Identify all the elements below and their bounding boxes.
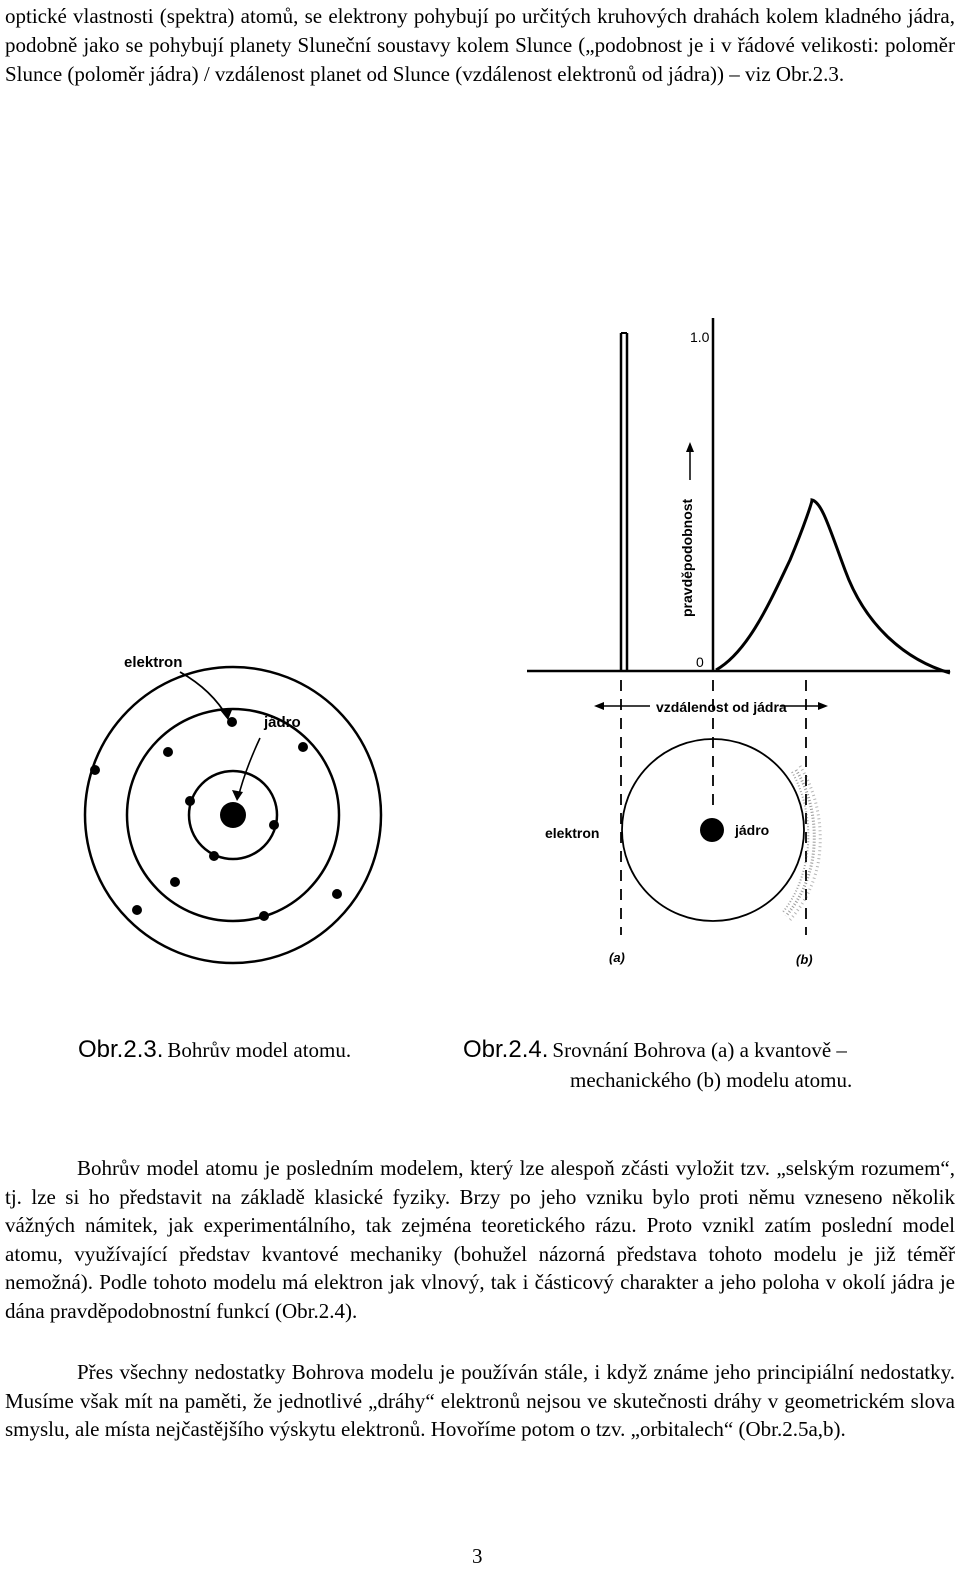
atom-circle bbox=[622, 739, 804, 921]
inner-orbit bbox=[189, 771, 277, 859]
nucleus-label: jádro bbox=[735, 822, 770, 838]
electron-dot bbox=[185, 796, 195, 806]
electron-dot bbox=[298, 742, 308, 752]
paragraph-text: Přes všechny nedostatky Bohrova modelu je používán stále, i když známe jeho principiální nedostatky. Musíme však mít na paměti, že jednotlivé „dráhy“ elektronů nejsou ve skutečnosti dráhy v geometrickém slova smyslu, ale místa nejčastějšího výskytu elektronů. Hovoříme potom o tzv. „orbitalech“ (Obr.2.5a,b). bbox=[5, 1360, 955, 1442]
arrow-head bbox=[594, 702, 604, 710]
arrow-head bbox=[232, 790, 243, 801]
nucleus bbox=[700, 818, 724, 842]
probability-curve bbox=[716, 500, 950, 673]
body-paragraph bbox=[5, 1358, 955, 1444]
electrons bbox=[90, 717, 342, 921]
electron-dot bbox=[227, 717, 237, 727]
intro-paragraph: optické vlastnosti (spektra) atomů, se elektrony pohybují po určitých kruhových drahách kolem kladného jádra, podobně jako se pohybují planety Sluneční soustavy kolem Slunce („podobnost je i v řádové velikosti: poloměr Slunce (poloměr jádra) / vzdálenost planet od Slunce (vzdálenost elektronů od jádra)) – viz Obr.2.3. bbox=[5, 4, 955, 86]
electron-dot bbox=[332, 889, 342, 899]
probability-cloud bbox=[783, 766, 820, 920]
electron-dot bbox=[163, 747, 173, 757]
electron-dot bbox=[90, 765, 100, 775]
electron-pointer-arrow bbox=[180, 672, 228, 718]
y-axis-label: pravděpodobnost bbox=[679, 498, 695, 617]
figure-caption-text: Srovnání Bohrova (a) a kvantově – bbox=[552, 1038, 847, 1062]
electron-dot bbox=[269, 820, 279, 830]
figure-caption-text: Bohrův model atomu. bbox=[167, 1038, 352, 1062]
y-zero-label: 0 bbox=[696, 654, 704, 670]
middle-orbit bbox=[127, 709, 339, 921]
electron-dot bbox=[209, 851, 219, 861]
nucleus-label: jádro bbox=[264, 714, 301, 731]
label-b: (b) bbox=[796, 952, 813, 967]
nucleus bbox=[220, 802, 246, 828]
figure-2-4-caption bbox=[463, 1036, 847, 1064]
electron-dot bbox=[170, 877, 180, 887]
electron-label: elektron bbox=[124, 654, 183, 671]
electron-label: elektron bbox=[545, 825, 600, 841]
arrow-head bbox=[818, 702, 828, 710]
electron-dot bbox=[132, 905, 142, 915]
figure-number: Obr.2.4. bbox=[463, 1036, 549, 1063]
nucleus-pointer-arrow bbox=[238, 738, 260, 798]
arrow-head bbox=[220, 710, 232, 720]
y-top-label: 1.0 bbox=[690, 329, 710, 345]
label-a: (a) bbox=[609, 950, 625, 965]
outer-orbit bbox=[85, 667, 381, 963]
paragraph-text: Bohrův model atomu je posledním modelem, který lze alespoň zčásti vyložit tzv. „selským rozumem“, tj. lze si ho představit na základě klasické fyziky. Brzy po jeho vzniku bylo proti němu vzneseno několik vážných námitek, jak experimentálního, tak zejména teoretického rázu. Proto vznikl zatím poslední model atomu, využívající představ kvantové mechaniky (bohužel názorná představa tohoto modelu je již téměř nemožná). Podle tohoto modelu má elektron jak vlnový, tak i částicový charakter a jeho poloha v okolí jádra je dána pravděpodobnostní funkcí (Obr.2.4). bbox=[5, 1156, 955, 1323]
x-axis-label: vzdálenost od jádra bbox=[656, 699, 787, 715]
figure-2-3-caption bbox=[78, 1036, 351, 1064]
body-paragraph bbox=[5, 1154, 955, 1326]
figure-caption-text-line2: mechanického (b) modelu atomu. bbox=[570, 1068, 853, 1092]
page-number: 3 bbox=[472, 1544, 483, 1568]
y-arrow-head bbox=[686, 442, 694, 452]
figure-number: Obr.2.3. bbox=[78, 1036, 164, 1063]
electron-dot bbox=[259, 911, 269, 921]
